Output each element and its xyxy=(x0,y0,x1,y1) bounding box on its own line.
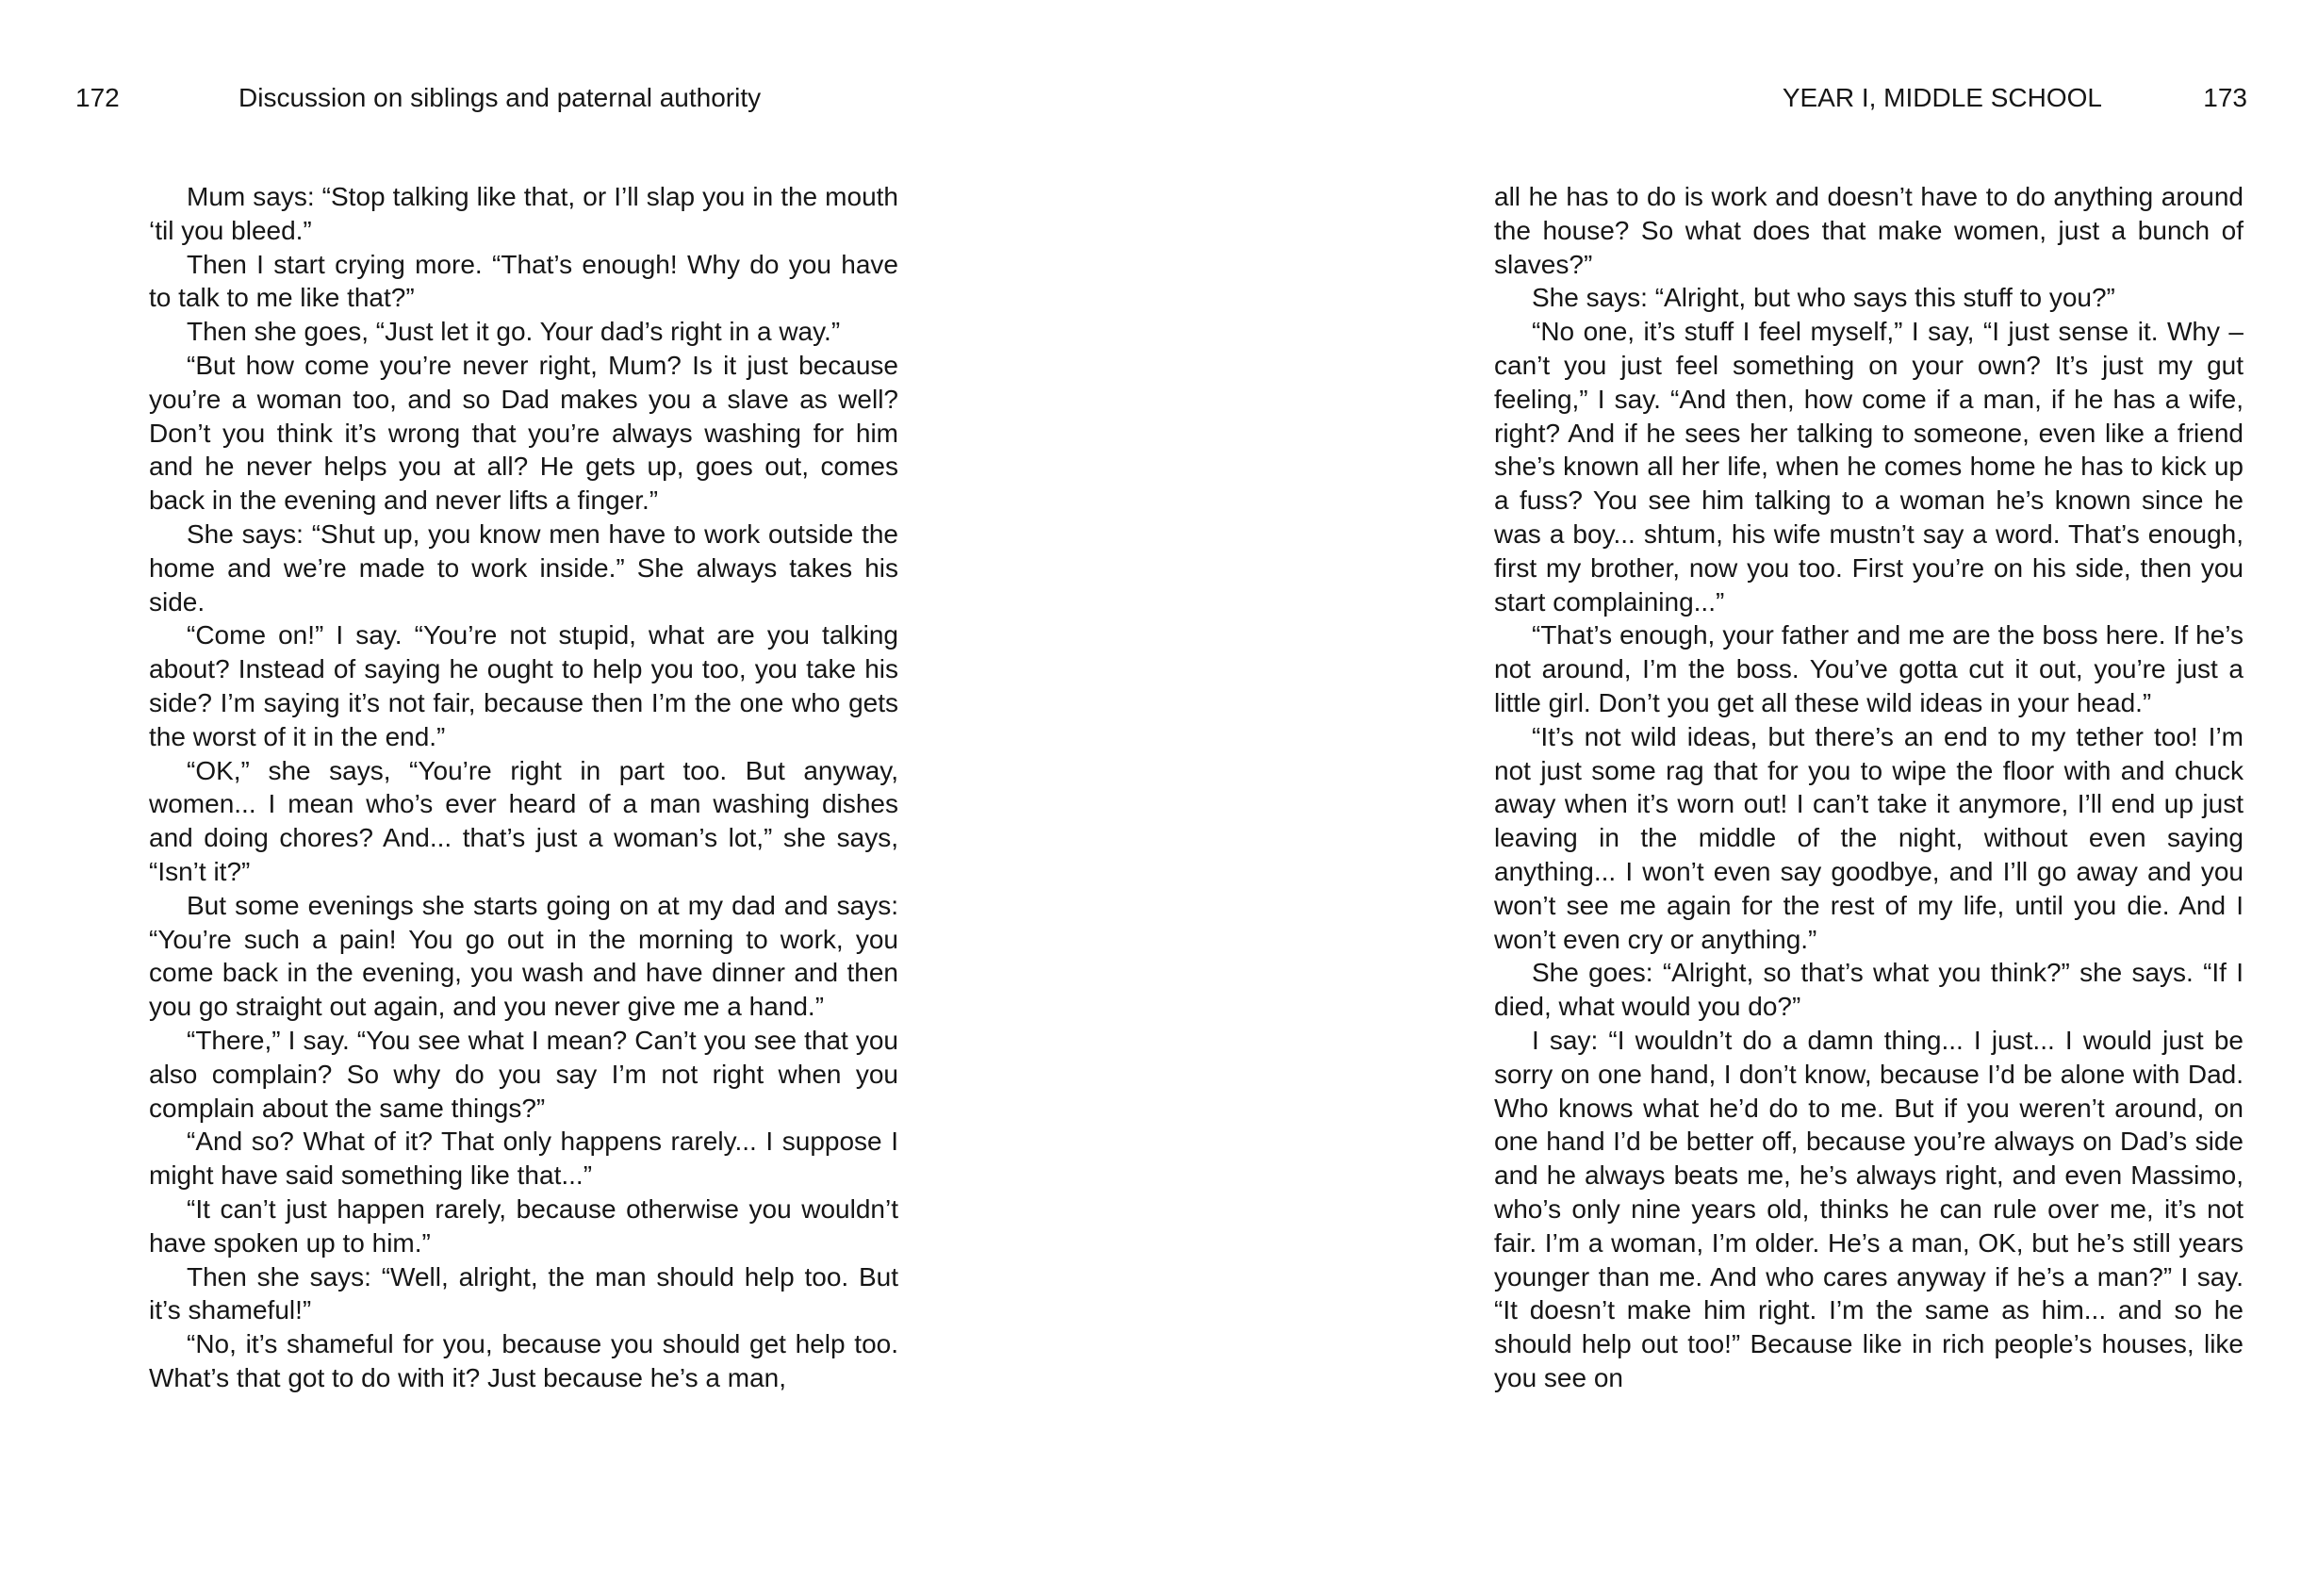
page-number: 173 xyxy=(2203,83,2247,112)
paragraph: She says: “Shut up, you know men have to work outside the home and we’re made to work inside.” She always takes his side. xyxy=(149,518,898,617)
running-title: Discussion on siblings and paternal authority xyxy=(238,83,762,112)
paragraph: “It’s not wild ideas, but there’s an end to my tether too! I’m not just some rag that for you to wipe the floor with and chuck away when it’s worn out! I can’t take it anymore, I’ll end up just leaving in the middle of the night, without even saying anything... I won’t even say goodbye, and I’ll go away and you won’t see me again for the rest of my life, until you die. And I won’t even cry or anything.” xyxy=(1494,721,2243,954)
paragraph: Mum says: “Stop talking like that, or I’ll slap you in the mouth ‘til you bleed.” xyxy=(149,182,898,245)
running-title: YEAR I, MIDDLE SCHOOL xyxy=(1782,83,2102,112)
paragraph: “And so? What of it? That only happens rarely... I suppose I might have said something like that...” xyxy=(149,1127,898,1191)
paragraph: “No one, it’s stuff I feel myself,” I say, “I just sense it. Why – can’t you just feel something on your own? It’s just my gut feeling,” I say. “And then, how come if a man, if he has a wife, right? And if he sees her talking to someone, even like a friend she’s known all her life, when he comes home he has to kick up a fuss? You see him talking to a woman he’s known since he was a boy... shtum, his wife mustn’t say a word. That’s enough, first my brother, now you too. First you’re on his side, then you start complaining...” xyxy=(1494,317,2243,617)
paragraph: But some evenings she starts going on at my dad and says: “You’re such a pain! You go out in the morning to work, you come back in the evening, you wash and have dinner and then you go straight out again, and you never give me a hand.” xyxy=(149,890,898,1022)
paragraph: “There,” I say. “You see what I mean? Can’t you see that you also complain? So why do you say I’m not right when you complain about the same things?” xyxy=(149,1025,898,1123)
paragraph: Then I start crying more. “That’s enough! Why do you have to talk to me like that?” xyxy=(149,249,898,313)
paragraph: “That’s enough, your father and me are the boss here. If he’s not around, I’m the boss. You’ve gotta cut it out, you’re just a little girl. Don’t you get all these wild ideas in your head.” xyxy=(1494,620,2243,717)
body-text xyxy=(1494,180,2243,1395)
paragraph: “But how come you’re never right, Mum? Is it just because you’re a woman too, and so Dad makes you a slave as well? Don’t you think it’s wrong that you’re always washing for him and he never helps you at all? He gets up, goes out, comes back in the evening and never lifts a finger.” xyxy=(149,350,898,516)
left-page xyxy=(0,0,1150,1596)
paragraph: She says: “Alright, but who says this stuff to you?” xyxy=(1532,283,2115,313)
paragraph: “OK,” she says, “You’re right in part too. But anyway, women... I mean who’s ever heard of a man washing dishes and doing chores? And... that’s just a woman’s lot,” she says, “Isn’t it?” xyxy=(149,755,898,886)
continued-paragraph: all he has to do is work and doesn’t have to do anything around the house? So what does that make women, just a bunch of slaves?” xyxy=(1494,182,2243,279)
paragraph: “No, it’s shameful for you, because you should get help too. What’s that got to do with it? Just because he’s a man, xyxy=(149,1329,898,1392)
body-text xyxy=(149,180,898,1395)
right-page xyxy=(1150,0,2301,1596)
paragraph: Then she goes, “Just let it go. Your dad’s right in a way.” xyxy=(187,317,841,347)
paragraph: “It can’t just happen rarely, because otherwise you wouldn’t have spoken up to him.” xyxy=(149,1193,898,1258)
page-number: 172 xyxy=(75,83,120,112)
paragraph: I say: “I wouldn’t do a damn thing... I just... I would just be sorry on one hand, I don’t know, because I’d be alone with Dad. Who knows what he’d do to me. But if you weren’t around, on one hand I’d be better off, because you’re always on Dad’s side and he always beats me, he’s always right, and even Massimo, who’s only nine years old, thinks he can rule over me, it’s not fair. I’m a woman, I’m older. He’s a man, OK, but he’s still years younger than me. And who cares anyway if he’s a man?” I say. “It doesn’t make him right. I’m the same as him... and so he should help out too!” Because like in rich people’s houses, like you see on xyxy=(1494,1025,2243,1392)
paragraph: Then she says: “Well, alright, the man should help too. But it’s shameful!” xyxy=(149,1261,898,1325)
paragraph: “Come on!” I say. “You’re not stupid, what are you talking about? Instead of saying he ought to help you too, you take his side? I’m saying it’s not fair, because then I’m the one who gets the worst of it in the end.” xyxy=(149,620,898,751)
paragraph: She goes: “Alright, so that’s what you think?” she says. “If I died, what would you do?” xyxy=(1494,958,2243,1022)
